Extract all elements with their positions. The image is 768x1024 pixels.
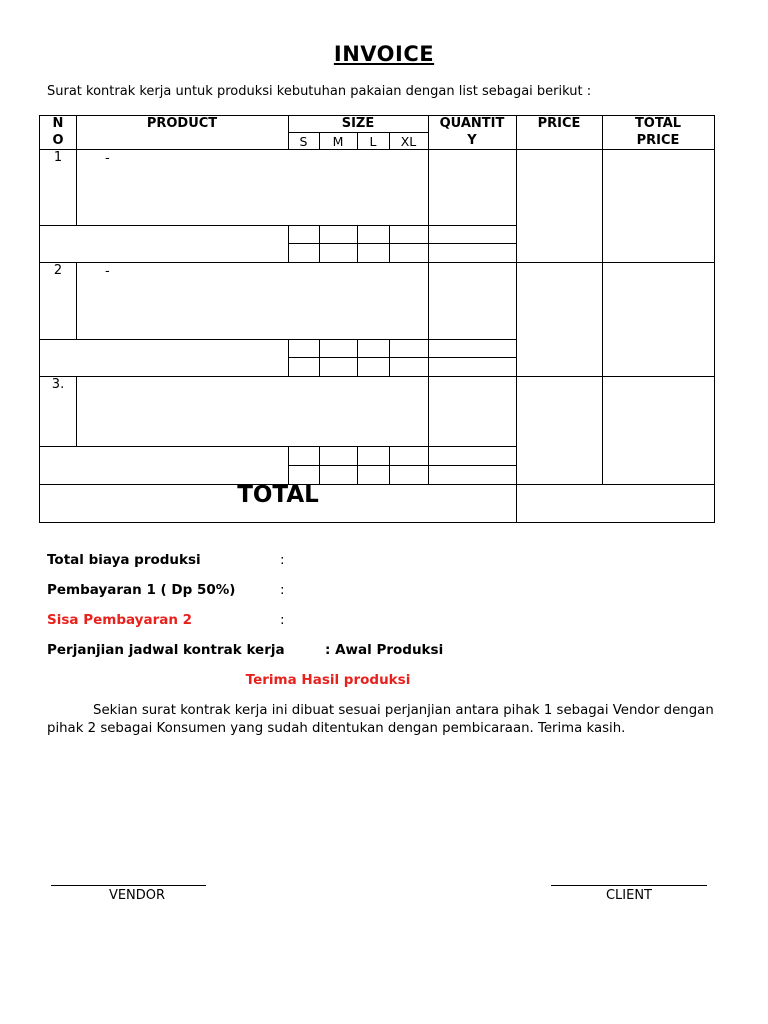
- header-size-l: L: [369, 134, 377, 149]
- remaining-colon: :: [280, 612, 285, 628]
- row-1-product: -: [105, 151, 110, 166]
- client-signature-line: [551, 885, 707, 886]
- table-border: [40, 116, 715, 523]
- header-quantity: QUANTIT Y: [439, 116, 505, 148]
- row-1-no: 1: [53, 150, 63, 165]
- header-size-s: S: [299, 134, 308, 149]
- row-2-product: -: [105, 264, 110, 279]
- remaining-label: Sisa Pembayaran 2: [47, 612, 193, 628]
- intro-text: Surat kontrak kerja untuk produksi kebutuhan pakaian dengan list sebagai berikut :: [47, 84, 592, 99]
- header-size: SIZE: [341, 116, 375, 131]
- row-3-no: 3.: [51, 377, 65, 392]
- header-no: N O: [52, 116, 64, 148]
- header-size-m: M: [332, 134, 344, 149]
- header-total-price: TOTAL PRICE: [634, 116, 682, 148]
- invoice-title: INVOICE: [333, 42, 435, 66]
- total-label: TOTAL: [237, 482, 319, 508]
- schedule-label: Perjanjian jadwal kontrak kerja: [47, 642, 285, 658]
- row-2-no: 2: [53, 263, 63, 278]
- total-cost-label: Total biaya produksi: [47, 552, 201, 568]
- vendor-signature-line: [51, 885, 206, 886]
- header-size-xl: XL: [400, 134, 417, 149]
- total-cost-colon: :: [280, 552, 285, 568]
- client-label: CLIENT: [605, 888, 653, 903]
- header-product: PRODUCT: [146, 116, 218, 131]
- header-price: PRICE: [537, 116, 581, 131]
- receive-label: Terima Hasil produksi: [245, 672, 411, 688]
- payment1-label: Pembayaran 1 ( Dp 50%): [47, 582, 236, 598]
- schedule-value: : Awal Produksi: [325, 642, 444, 658]
- closing-paragraph: Sekian surat kontrak kerja ini dibuat sesuai perjanjian antara pihak 1 sebagai Vendor dengan pihak 2 sebagai Konsumen yang sudah ditentukan dengan pembicaraan. Terima kasih.: [47, 703, 714, 736]
- vendor-label: VENDOR: [108, 888, 166, 903]
- payment1-colon: :: [280, 582, 285, 598]
